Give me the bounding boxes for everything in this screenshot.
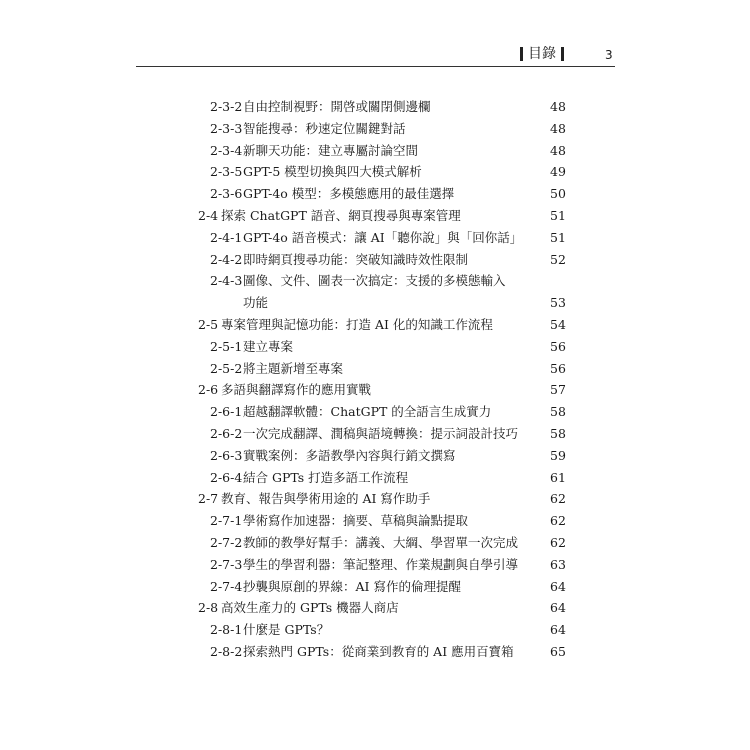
toc-entry-number: 2-6-2 — [210, 425, 243, 441]
toc-entry — [0, 401, 750, 423]
toc-entry-title: 高效生產力的 GPTs 機器人商店 — [221, 600, 399, 616]
toc-entry-page: 57 — [550, 382, 566, 398]
toc-entry — [0, 510, 750, 532]
toc-entry-page: 64 — [550, 622, 566, 638]
toc-entry-number: 2-3-3 — [210, 120, 243, 136]
toc-entry-number: 2-3-6 — [210, 186, 243, 202]
toc-entry-title: 學生的學習利器：筆記整理、作業規劃與自學引導 — [243, 556, 519, 572]
running-header — [520, 44, 564, 64]
toc-entry-page: 51 — [550, 229, 566, 245]
toc-entry — [0, 270, 750, 292]
toc-entry-number: 2-4-3 — [210, 273, 243, 289]
toc-entry — [0, 358, 750, 380]
toc-entry-page: 50 — [550, 186, 566, 202]
toc-entry-page: 59 — [550, 447, 566, 463]
toc-entry-page: 56 — [550, 360, 566, 376]
toc-entry — [0, 619, 750, 641]
toc-entry — [0, 227, 750, 249]
header-bar-left — [520, 47, 523, 61]
toc-entry-number: 2-8-1 — [210, 622, 243, 638]
toc-entry-number: 2-7-1 — [210, 513, 243, 529]
toc-entry-number: 2-5-2 — [210, 360, 243, 376]
toc-entry-number: 2-5-1 — [210, 338, 243, 354]
table-of-contents — [0, 96, 750, 663]
toc-entry — [0, 532, 750, 554]
toc-entry-page: 61 — [550, 469, 566, 485]
toc-entry — [0, 205, 750, 227]
toc-entry-page: 64 — [550, 578, 566, 594]
toc-entry-page: 65 — [550, 643, 566, 659]
toc-entry-number: 2-5 — [198, 316, 219, 332]
toc-entry-title: 探索 ChatGPT 語音、網頁搜尋與專案管理 — [221, 207, 461, 223]
toc-entry-title: 將主題新增至專案 — [243, 360, 344, 376]
toc-entry — [0, 423, 750, 445]
toc-entry-page: 48 — [550, 99, 566, 114]
toc-entry — [0, 249, 750, 271]
page-number: 3 — [605, 48, 613, 62]
toc-entry-title: 教育、報告與學術用途的 AI 寫作助手 — [221, 491, 431, 507]
toc-entry — [0, 641, 750, 663]
toc-entry-title: 抄襲與原創的界線：AI 寫作的倫理提醒 — [243, 578, 461, 594]
toc-entry-number: 2-3-5 — [210, 164, 243, 180]
toc-entry-page: 51 — [550, 207, 566, 223]
toc-entry-number: 2-6 — [198, 382, 219, 398]
toc-entry-title: 功能 — [243, 295, 269, 311]
toc-entry — [0, 379, 750, 401]
toc-entry-title: 教師的教學好幫手：講義、大綱、學習單一次完成 — [243, 534, 519, 550]
toc-entry-number: 2-4-2 — [210, 251, 243, 267]
toc-entry — [0, 183, 750, 205]
header-bar-right — [561, 47, 564, 61]
toc-entry-page: 49 — [550, 164, 566, 180]
toc-entry-page: 48 — [550, 120, 566, 136]
toc-entry — [0, 96, 750, 118]
toc-entry — [0, 467, 750, 489]
toc-entry-number: 2-3-2 — [210, 99, 243, 114]
toc-entry-title: 學術寫作加速器：摘要、草稿與論點提取 — [243, 513, 469, 529]
toc-entry — [0, 118, 750, 140]
toc-entry-title: 超越翻譯軟體：ChatGPT 的全語言生成實力 — [243, 404, 492, 420]
toc-entry-number: 2-4 — [198, 207, 219, 223]
toc-entry — [0, 336, 750, 358]
toc-entry-page: 48 — [550, 142, 566, 158]
toc-entry-page: 56 — [550, 338, 566, 354]
toc-entry-number: 2-7 — [198, 491, 219, 507]
toc-entry — [0, 488, 750, 510]
toc-entry-number: 2-6-4 — [210, 469, 243, 485]
toc-entry-page: 62 — [550, 534, 566, 550]
header-rule — [136, 66, 615, 67]
toc-entry-page: 53 — [550, 295, 566, 311]
toc-entry-title: 建立專案 — [243, 338, 294, 354]
toc-entry-title: 結合 GPTs 打造多語工作流程 — [243, 469, 409, 485]
toc-entry-page: 64 — [550, 600, 566, 616]
toc-entry-page: 54 — [550, 316, 566, 332]
toc-entry-title: 實戰案例：多語教學內容與行銷文撰寫 — [243, 447, 456, 463]
page-header — [0, 0, 750, 70]
toc-entry-page: 62 — [550, 513, 566, 529]
toc-entry-page: 58 — [550, 425, 566, 441]
toc-entry-title: GPT-4o 模型：多模態應用的最佳選擇 — [243, 186, 455, 202]
toc-entry-title: 專案管理與記憶功能：打造 AI 化的知識工作流程 — [221, 316, 493, 332]
toc-entry-title: GPT-4o 語音模式：讓 AI「聽你說」與「回你話」 — [243, 229, 523, 245]
toc-entry-number: 2-8-2 — [210, 643, 243, 659]
toc-entry-number: 2-7-3 — [210, 556, 243, 572]
toc-entry — [0, 597, 750, 619]
toc-entry — [0, 140, 750, 162]
toc-entry — [0, 314, 750, 336]
chapter-label: 目錄 — [528, 46, 556, 62]
toc-entry-title: GPT-5 模型切換與四大模式解析 — [243, 164, 422, 180]
toc-entry — [0, 445, 750, 467]
toc-entry-number: 2-4-1 — [210, 229, 243, 245]
toc-entry-number: 2-3-4 — [210, 142, 243, 158]
toc-entry-number: 2-6-1 — [210, 404, 243, 420]
toc-entry-title: 圖像、文件、圖表一次搞定：支援的多模態輸入 — [243, 273, 506, 289]
toc-entry-title: 即時網頁搜尋功能：突破知識時效性限制 — [243, 251, 469, 267]
toc-entry-title: 新聊天功能：建立專屬討論空間 — [243, 142, 419, 158]
toc-entry-number: 2-8 — [198, 600, 219, 616]
toc-entry-number: 2-7-2 — [210, 534, 243, 550]
toc-entry-title: 什麼是 GPTs？ — [243, 622, 330, 638]
toc-entry-page: 63 — [550, 556, 566, 572]
toc-entry-page: 58 — [550, 404, 566, 420]
toc-entry-title: 多語與翻譯寫作的應用實戰 — [221, 382, 372, 398]
toc-entry-number: 2-7-4 — [210, 578, 243, 594]
toc-entry — [0, 292, 750, 314]
toc-entry-title: 探索熱門 GPTs：從商業到教育的 AI 應用百寶箱 — [243, 643, 514, 659]
toc-entry-page: 52 — [550, 251, 566, 267]
toc-entry — [0, 161, 750, 183]
toc-entry — [0, 554, 750, 576]
toc-entry-title: 智能搜尋：秒速定位關鍵對話 — [243, 120, 406, 136]
toc-entry — [0, 576, 750, 598]
toc-entry-number: 2-6-3 — [210, 447, 243, 463]
toc-entry-page: 62 — [550, 491, 566, 507]
toc-entry-title: 一次完成翻譯、潤稿與語境轉換：提示詞設計技巧 — [243, 425, 519, 441]
toc-entry-title: 自由控制視野：開啓或關閉側邊欄 — [243, 99, 431, 114]
